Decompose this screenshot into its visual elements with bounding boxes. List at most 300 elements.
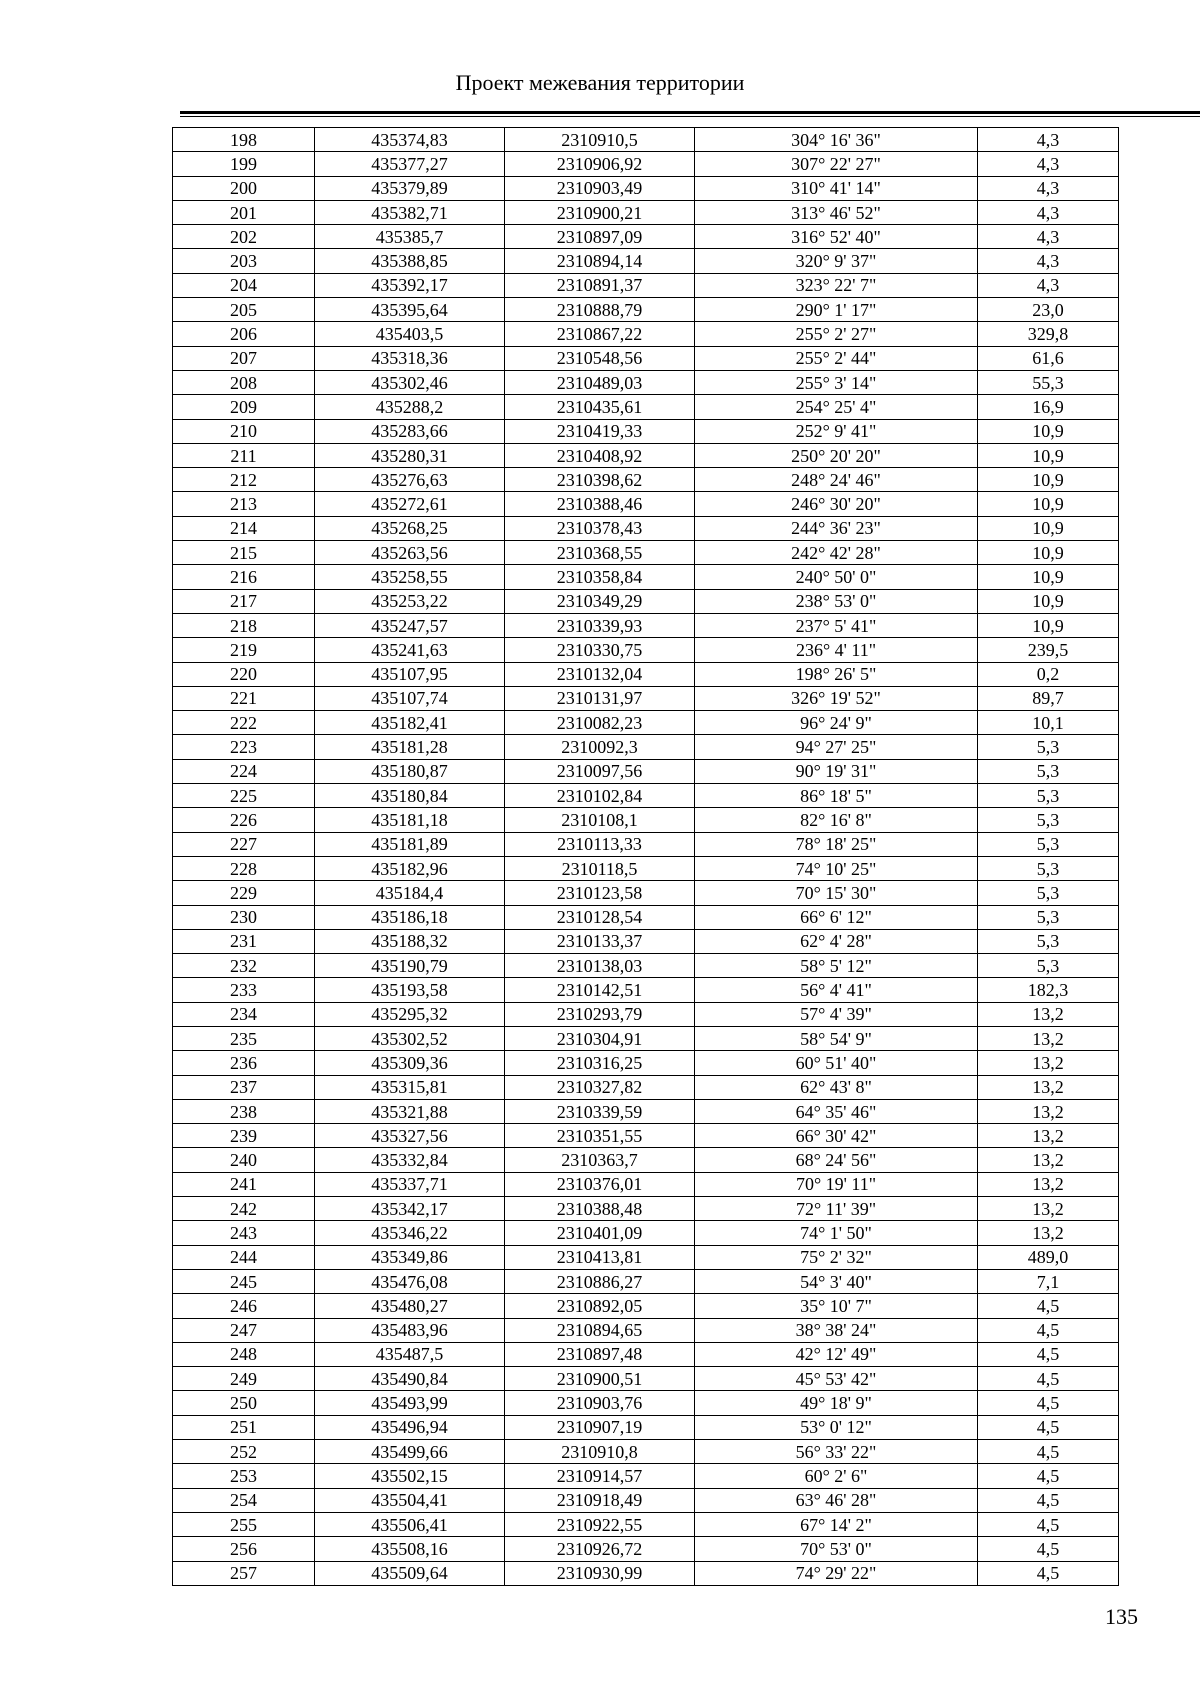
distance-cell: 4,5 — [978, 1512, 1119, 1536]
bearing-cell: 63° 46' 28" — [695, 1488, 978, 1512]
bearing-cell: 70° 53' 0" — [695, 1537, 978, 1561]
point-number-cell: 227 — [173, 832, 315, 856]
coordinates-table-body — [173, 128, 1119, 1586]
table-row — [173, 443, 1119, 467]
y-coordinate-cell: 2310339,93 — [505, 613, 695, 637]
distance-cell: 4,3 — [978, 225, 1119, 249]
y-coordinate-cell: 2310888,79 — [505, 298, 695, 322]
bearing-cell: 304° 16' 36" — [695, 128, 978, 152]
point-number-cell: 238 — [173, 1099, 315, 1123]
point-number-cell: 212 — [173, 468, 315, 492]
point-number-cell: 237 — [173, 1075, 315, 1099]
distance-cell: 4,5 — [978, 1294, 1119, 1318]
y-coordinate-cell: 2310930,99 — [505, 1561, 695, 1585]
bearing-cell: 198° 26' 5" — [695, 662, 978, 686]
y-coordinate-cell: 2310132,04 — [505, 662, 695, 686]
distance-cell: 4,5 — [978, 1318, 1119, 1342]
bearing-cell: 237° 5' 41" — [695, 613, 978, 637]
distance-cell: 10,9 — [978, 613, 1119, 637]
point-number-cell: 231 — [173, 929, 315, 953]
distance-cell: 7,1 — [978, 1269, 1119, 1293]
distance-cell: 0,2 — [978, 662, 1119, 686]
x-coordinate-cell: 435496,94 — [315, 1415, 505, 1439]
table-row — [173, 1026, 1119, 1050]
point-number-cell: 240 — [173, 1148, 315, 1172]
x-coordinate-cell: 435506,41 — [315, 1512, 505, 1536]
x-coordinate-cell: 435342,17 — [315, 1197, 505, 1221]
x-coordinate-cell: 435337,71 — [315, 1172, 505, 1196]
bearing-cell: 255° 2' 27" — [695, 322, 978, 346]
distance-cell: 16,9 — [978, 395, 1119, 419]
bearing-cell: 307° 22' 27" — [695, 152, 978, 176]
distance-cell: 23,0 — [978, 298, 1119, 322]
point-number-cell: 221 — [173, 686, 315, 710]
x-coordinate-cell: 435280,31 — [315, 443, 505, 467]
y-coordinate-cell: 2310419,33 — [505, 419, 695, 443]
distance-cell: 10,9 — [978, 516, 1119, 540]
point-number-cell: 239 — [173, 1124, 315, 1148]
y-coordinate-cell: 2310892,05 — [505, 1294, 695, 1318]
bearing-cell: 240° 50' 0" — [695, 565, 978, 589]
point-number-cell: 216 — [173, 565, 315, 589]
point-number-cell: 200 — [173, 176, 315, 200]
distance-cell: 5,3 — [978, 881, 1119, 905]
x-coordinate-cell: 435509,64 — [315, 1561, 505, 1585]
x-coordinate-cell: 435346,22 — [315, 1221, 505, 1245]
bearing-cell: 56° 33' 22" — [695, 1440, 978, 1464]
x-coordinate-cell: 435392,17 — [315, 273, 505, 297]
y-coordinate-cell: 2310118,5 — [505, 856, 695, 880]
x-coordinate-cell: 435186,18 — [315, 905, 505, 929]
point-number-cell: 254 — [173, 1488, 315, 1512]
table-row — [173, 1148, 1119, 1172]
y-coordinate-cell: 2310082,23 — [505, 711, 695, 735]
distance-cell: 10,9 — [978, 541, 1119, 565]
point-number-cell: 233 — [173, 978, 315, 1002]
y-coordinate-cell: 2310910,5 — [505, 128, 695, 152]
x-coordinate-cell: 435253,22 — [315, 589, 505, 613]
x-coordinate-cell: 435377,27 — [315, 152, 505, 176]
table-row — [173, 541, 1119, 565]
x-coordinate-cell: 435193,58 — [315, 978, 505, 1002]
y-coordinate-cell: 2310914,57 — [505, 1464, 695, 1488]
distance-cell: 13,2 — [978, 1051, 1119, 1075]
table-row — [173, 1342, 1119, 1366]
bearing-cell: 82° 16' 8" — [695, 808, 978, 832]
bearing-cell: 90° 19' 31" — [695, 759, 978, 783]
y-coordinate-cell: 2310316,25 — [505, 1051, 695, 1075]
point-number-cell: 219 — [173, 638, 315, 662]
point-number-cell: 247 — [173, 1318, 315, 1342]
x-coordinate-cell: 435504,41 — [315, 1488, 505, 1512]
y-coordinate-cell: 2310910,8 — [505, 1440, 695, 1464]
point-number-cell: 214 — [173, 516, 315, 540]
y-coordinate-cell: 2310092,3 — [505, 735, 695, 759]
y-coordinate-cell: 2310922,55 — [505, 1512, 695, 1536]
bearing-cell: 60° 2' 6" — [695, 1464, 978, 1488]
bearing-cell: 320° 9' 37" — [695, 249, 978, 273]
y-coordinate-cell: 2310142,51 — [505, 978, 695, 1002]
bearing-cell: 250° 20' 20" — [695, 443, 978, 467]
distance-cell: 13,2 — [978, 1099, 1119, 1123]
distance-cell: 4,3 — [978, 176, 1119, 200]
distance-cell: 5,3 — [978, 954, 1119, 978]
y-coordinate-cell: 2310891,37 — [505, 273, 695, 297]
distance-cell: 4,3 — [978, 128, 1119, 152]
point-number-cell: 248 — [173, 1342, 315, 1366]
y-coordinate-cell: 2310123,58 — [505, 881, 695, 905]
bearing-cell: 246° 30' 20" — [695, 492, 978, 516]
x-coordinate-cell: 435508,16 — [315, 1537, 505, 1561]
distance-cell: 5,3 — [978, 759, 1119, 783]
x-coordinate-cell: 435487,5 — [315, 1342, 505, 1366]
bearing-cell: 86° 18' 5" — [695, 784, 978, 808]
table-row — [173, 1172, 1119, 1196]
distance-cell: 5,3 — [978, 929, 1119, 953]
bearing-cell: 290° 1' 17" — [695, 298, 978, 322]
point-number-cell: 257 — [173, 1561, 315, 1585]
y-coordinate-cell: 2310435,61 — [505, 395, 695, 419]
x-coordinate-cell: 435181,89 — [315, 832, 505, 856]
point-number-cell: 220 — [173, 662, 315, 686]
y-coordinate-cell: 2310398,62 — [505, 468, 695, 492]
distance-cell: 4,5 — [978, 1488, 1119, 1512]
table-row — [173, 322, 1119, 346]
y-coordinate-cell: 2310894,14 — [505, 249, 695, 273]
y-coordinate-cell: 2310304,91 — [505, 1026, 695, 1050]
y-coordinate-cell: 2310351,55 — [505, 1124, 695, 1148]
bearing-cell: 72° 11' 39" — [695, 1197, 978, 1221]
table-row — [173, 759, 1119, 783]
x-coordinate-cell: 435332,84 — [315, 1148, 505, 1172]
distance-cell: 13,2 — [978, 1221, 1119, 1245]
point-number-cell: 228 — [173, 856, 315, 880]
x-coordinate-cell: 435321,88 — [315, 1099, 505, 1123]
point-number-cell: 206 — [173, 322, 315, 346]
y-coordinate-cell: 2310131,97 — [505, 686, 695, 710]
header-rule-thin — [180, 116, 1200, 117]
point-number-cell: 255 — [173, 1512, 315, 1536]
y-coordinate-cell: 2310388,48 — [505, 1197, 695, 1221]
y-coordinate-cell: 2310907,19 — [505, 1415, 695, 1439]
bearing-cell: 255° 3' 14" — [695, 370, 978, 394]
y-coordinate-cell: 2310330,75 — [505, 638, 695, 662]
x-coordinate-cell: 435499,66 — [315, 1440, 505, 1464]
point-number-cell: 211 — [173, 443, 315, 467]
table-row — [173, 638, 1119, 662]
y-coordinate-cell: 2310339,59 — [505, 1099, 695, 1123]
x-coordinate-cell: 435272,61 — [315, 492, 505, 516]
table-row — [173, 1002, 1119, 1026]
y-coordinate-cell: 2310926,72 — [505, 1537, 695, 1561]
distance-cell: 10,9 — [978, 589, 1119, 613]
distance-cell: 13,2 — [978, 1075, 1119, 1099]
point-number-cell: 224 — [173, 759, 315, 783]
x-coordinate-cell: 435268,25 — [315, 516, 505, 540]
distance-cell: 4,5 — [978, 1537, 1119, 1561]
y-coordinate-cell: 2310378,43 — [505, 516, 695, 540]
table-row — [173, 492, 1119, 516]
bearing-cell: 75° 2' 32" — [695, 1245, 978, 1269]
distance-cell: 5,3 — [978, 808, 1119, 832]
point-number-cell: 209 — [173, 395, 315, 419]
x-coordinate-cell: 435241,63 — [315, 638, 505, 662]
y-coordinate-cell: 2310376,01 — [505, 1172, 695, 1196]
bearing-cell: 66° 6' 12" — [695, 905, 978, 929]
table-row — [173, 1269, 1119, 1293]
distance-cell: 10,9 — [978, 419, 1119, 443]
table-row — [173, 589, 1119, 613]
y-coordinate-cell: 2310327,82 — [505, 1075, 695, 1099]
table-row — [173, 249, 1119, 273]
point-number-cell: 244 — [173, 1245, 315, 1269]
bearing-cell: 238° 53' 0" — [695, 589, 978, 613]
table-row — [173, 128, 1119, 152]
y-coordinate-cell: 2310413,81 — [505, 1245, 695, 1269]
y-coordinate-cell: 2310401,09 — [505, 1221, 695, 1245]
table-row — [173, 346, 1119, 370]
bearing-cell: 53° 0' 12" — [695, 1415, 978, 1439]
table-row — [173, 370, 1119, 394]
distance-cell: 10,1 — [978, 711, 1119, 735]
x-coordinate-cell: 435276,63 — [315, 468, 505, 492]
distance-cell: 4,3 — [978, 249, 1119, 273]
distance-cell: 10,9 — [978, 443, 1119, 467]
x-coordinate-cell: 435295,32 — [315, 1002, 505, 1026]
bearing-cell: 45° 53' 42" — [695, 1367, 978, 1391]
table-row — [173, 1367, 1119, 1391]
y-coordinate-cell: 2310358,84 — [505, 565, 695, 589]
x-coordinate-cell: 435302,46 — [315, 370, 505, 394]
table-row — [173, 200, 1119, 224]
x-coordinate-cell: 435379,89 — [315, 176, 505, 200]
bearing-cell: 38° 38' 24" — [695, 1318, 978, 1342]
bearing-cell: 242° 42' 28" — [695, 541, 978, 565]
x-coordinate-cell: 435483,96 — [315, 1318, 505, 1342]
y-coordinate-cell: 2310408,92 — [505, 443, 695, 467]
distance-cell: 10,9 — [978, 492, 1119, 516]
bearing-cell: 78° 18' 25" — [695, 832, 978, 856]
distance-cell: 13,2 — [978, 1172, 1119, 1196]
x-coordinate-cell: 435258,55 — [315, 565, 505, 589]
x-coordinate-cell: 435182,41 — [315, 711, 505, 735]
point-number-cell: 235 — [173, 1026, 315, 1050]
point-number-cell: 246 — [173, 1294, 315, 1318]
point-number-cell: 236 — [173, 1051, 315, 1075]
page-number: 135 — [1105, 1604, 1138, 1629]
table-row — [173, 298, 1119, 322]
bearing-cell: 67° 14' 2" — [695, 1512, 978, 1536]
bearing-cell: 70° 19' 11" — [695, 1172, 978, 1196]
header-rule-thick — [180, 111, 1200, 114]
distance-cell: 239,5 — [978, 638, 1119, 662]
distance-cell: 5,3 — [978, 905, 1119, 929]
distance-cell: 4,5 — [978, 1440, 1119, 1464]
y-coordinate-cell: 2310918,49 — [505, 1488, 695, 1512]
bearing-cell: 313° 46' 52" — [695, 200, 978, 224]
x-coordinate-cell: 435349,86 — [315, 1245, 505, 1269]
point-number-cell: 232 — [173, 954, 315, 978]
distance-cell: 182,3 — [978, 978, 1119, 1002]
point-number-cell: 207 — [173, 346, 315, 370]
x-coordinate-cell: 435190,79 — [315, 954, 505, 978]
bearing-cell: 310° 41' 14" — [695, 176, 978, 200]
y-coordinate-cell: 2310903,76 — [505, 1391, 695, 1415]
bearing-cell: 60° 51' 40" — [695, 1051, 978, 1075]
table-row — [173, 273, 1119, 297]
document-title: Проект межевания территории — [455, 70, 745, 95]
distance-cell: 55,3 — [978, 370, 1119, 394]
x-coordinate-cell: 435263,56 — [315, 541, 505, 565]
bearing-cell: 58° 54' 9" — [695, 1026, 978, 1050]
distance-cell: 5,3 — [978, 856, 1119, 880]
table-row — [173, 784, 1119, 808]
x-coordinate-cell: 435188,32 — [315, 929, 505, 953]
distance-cell: 13,2 — [978, 1148, 1119, 1172]
point-number-cell: 230 — [173, 905, 315, 929]
table-row — [173, 613, 1119, 637]
y-coordinate-cell: 2310894,65 — [505, 1318, 695, 1342]
bearing-cell: 244° 36' 23" — [695, 516, 978, 540]
x-coordinate-cell: 435388,85 — [315, 249, 505, 273]
bearing-cell: 66° 30' 42" — [695, 1124, 978, 1148]
table-row — [173, 1197, 1119, 1221]
point-number-cell: 222 — [173, 711, 315, 735]
table-row — [173, 176, 1119, 200]
y-coordinate-cell: 2310548,56 — [505, 346, 695, 370]
bearing-cell: 68° 24' 56" — [695, 1148, 978, 1172]
y-coordinate-cell: 2310368,55 — [505, 541, 695, 565]
point-number-cell: 251 — [173, 1415, 315, 1439]
y-coordinate-cell: 2310113,33 — [505, 832, 695, 856]
x-coordinate-cell: 435181,28 — [315, 735, 505, 759]
table-row — [173, 1051, 1119, 1075]
table-row — [173, 1318, 1119, 1342]
table-row — [173, 1440, 1119, 1464]
point-number-cell: 210 — [173, 419, 315, 443]
table-row — [173, 565, 1119, 589]
point-number-cell: 226 — [173, 808, 315, 832]
y-coordinate-cell: 2310128,54 — [505, 905, 695, 929]
bearing-cell: 254° 25' 4" — [695, 395, 978, 419]
y-coordinate-cell: 2310108,1 — [505, 808, 695, 832]
y-coordinate-cell: 2310906,92 — [505, 152, 695, 176]
y-coordinate-cell: 2310349,29 — [505, 589, 695, 613]
x-coordinate-cell: 435327,56 — [315, 1124, 505, 1148]
bearing-cell: 74° 29' 22" — [695, 1561, 978, 1585]
distance-cell: 4,5 — [978, 1415, 1119, 1439]
distance-cell: 329,8 — [978, 322, 1119, 346]
y-coordinate-cell: 2310900,21 — [505, 200, 695, 224]
bearing-cell: 62° 4' 28" — [695, 929, 978, 953]
table-row — [173, 881, 1119, 905]
x-coordinate-cell: 435318,36 — [315, 346, 505, 370]
table-row — [173, 954, 1119, 978]
bearing-cell: 326° 19' 52" — [695, 686, 978, 710]
x-coordinate-cell: 435502,15 — [315, 1464, 505, 1488]
distance-cell: 5,3 — [978, 784, 1119, 808]
table-row — [173, 1221, 1119, 1245]
table-row — [173, 395, 1119, 419]
point-number-cell: 250 — [173, 1391, 315, 1415]
y-coordinate-cell: 2310363,7 — [505, 1148, 695, 1172]
distance-cell: 489,0 — [978, 1245, 1119, 1269]
distance-cell: 4,5 — [978, 1561, 1119, 1585]
distance-cell: 61,6 — [978, 346, 1119, 370]
distance-cell: 10,9 — [978, 468, 1119, 492]
table-row — [173, 152, 1119, 176]
x-coordinate-cell: 435182,96 — [315, 856, 505, 880]
table-row — [173, 662, 1119, 686]
bearing-cell: 35° 10' 7" — [695, 1294, 978, 1318]
bearing-cell: 236° 4' 11" — [695, 638, 978, 662]
bearing-cell: 74° 10' 25" — [695, 856, 978, 880]
y-coordinate-cell: 2310388,46 — [505, 492, 695, 516]
y-coordinate-cell: 2310293,79 — [505, 1002, 695, 1026]
distance-cell: 13,2 — [978, 1197, 1119, 1221]
bearing-cell: 248° 24' 46" — [695, 468, 978, 492]
distance-cell: 13,2 — [978, 1026, 1119, 1050]
bearing-cell: 94° 27' 25" — [695, 735, 978, 759]
y-coordinate-cell: 2310897,48 — [505, 1342, 695, 1366]
distance-cell: 13,2 — [978, 1002, 1119, 1026]
distance-cell: 4,3 — [978, 273, 1119, 297]
point-number-cell: 198 — [173, 128, 315, 152]
distance-cell: 10,9 — [978, 565, 1119, 589]
x-coordinate-cell: 435382,71 — [315, 200, 505, 224]
x-coordinate-cell: 435395,64 — [315, 298, 505, 322]
y-coordinate-cell: 2310097,56 — [505, 759, 695, 783]
x-coordinate-cell: 435309,36 — [315, 1051, 505, 1075]
bearing-cell: 74° 1' 50" — [695, 1221, 978, 1245]
bearing-cell: 252° 9' 41" — [695, 419, 978, 443]
distance-cell: 4,5 — [978, 1464, 1119, 1488]
table-row — [173, 1124, 1119, 1148]
table-row — [173, 1464, 1119, 1488]
point-number-cell: 218 — [173, 613, 315, 637]
x-coordinate-cell: 435283,66 — [315, 419, 505, 443]
table-row — [173, 978, 1119, 1002]
table-row — [173, 468, 1119, 492]
table-row — [173, 1415, 1119, 1439]
bearing-cell: 255° 2' 44" — [695, 346, 978, 370]
table-row — [173, 808, 1119, 832]
table-row — [173, 711, 1119, 735]
table-row — [173, 832, 1119, 856]
point-number-cell: 249 — [173, 1367, 315, 1391]
y-coordinate-cell: 2310886,27 — [505, 1269, 695, 1293]
coordinates-table — [172, 127, 1119, 1586]
table-row — [173, 1537, 1119, 1561]
bearing-cell: 58° 5' 12" — [695, 954, 978, 978]
table-row — [173, 1099, 1119, 1123]
y-coordinate-cell: 2310897,09 — [505, 225, 695, 249]
point-number-cell: 202 — [173, 225, 315, 249]
y-coordinate-cell: 2310867,22 — [505, 322, 695, 346]
point-number-cell: 208 — [173, 370, 315, 394]
point-number-cell: 223 — [173, 735, 315, 759]
point-number-cell: 217 — [173, 589, 315, 613]
point-number-cell: 243 — [173, 1221, 315, 1245]
bearing-cell: 316° 52' 40" — [695, 225, 978, 249]
table-row — [173, 735, 1119, 759]
x-coordinate-cell: 435403,5 — [315, 322, 505, 346]
point-number-cell: 205 — [173, 298, 315, 322]
bearing-cell: 62° 43' 8" — [695, 1075, 978, 1099]
bearing-cell: 96° 24' 9" — [695, 711, 978, 735]
point-number-cell: 242 — [173, 1197, 315, 1221]
distance-cell: 4,5 — [978, 1342, 1119, 1366]
